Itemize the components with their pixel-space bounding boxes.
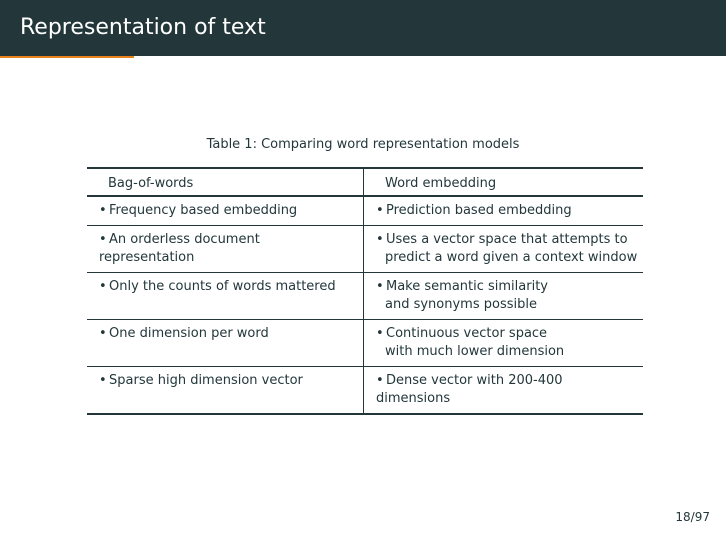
cell-text: An orderless document representation [99, 232, 260, 265]
progress-bar [0, 56, 134, 58]
caption-text: Comparing word representation models [261, 137, 520, 152]
bullet-icon: • [376, 373, 384, 388]
bullet-icon: • [99, 203, 107, 218]
slide-title: Representation of text [20, 15, 266, 40]
table-row [87, 367, 643, 415]
cell-text: Dense vector with 200-400 dimensions [376, 373, 563, 406]
bullet-icon: • [376, 232, 384, 247]
cell-text: Uses a vector space that attempts to [386, 232, 628, 247]
comparison-table [87, 167, 643, 415]
bullet-icon: • [376, 203, 384, 218]
bullet-icon: • [99, 232, 107, 247]
cell-right [364, 226, 644, 273]
header-word-embedding: Word embedding [364, 168, 644, 196]
cell-text: Only the counts of words mattered [109, 279, 336, 294]
cell-left [87, 273, 364, 320]
caption-label: Table 1: [206, 137, 257, 152]
slide-header [0, 0, 726, 56]
cell-left [87, 367, 364, 415]
cell-text-line2: with much lower dimension [385, 344, 565, 359]
cell-left [87, 320, 364, 367]
table-header-row [87, 168, 643, 196]
cell-text-line2: and synonyms possible [385, 297, 537, 312]
cell-text: Continuous vector space [386, 326, 548, 341]
cell-right [364, 273, 644, 320]
table-row [87, 226, 643, 273]
cell-left [87, 196, 364, 226]
bullet-icon: • [99, 279, 107, 294]
cell-text: Frequency based embedding [109, 203, 298, 218]
cell-text: Prediction based embedding [386, 203, 572, 218]
bullet-icon: • [376, 326, 384, 341]
table-row [87, 273, 643, 320]
cell-text: One dimension per word [109, 326, 269, 341]
cell-text: Sparse high dimension vector [109, 373, 303, 388]
table-row [87, 320, 643, 367]
cell-text-line2: predict a word given a context window [385, 250, 638, 265]
header-bag-of-words: Bag-of-words [108, 176, 194, 191]
cell-text: Make semantic similarity [386, 279, 548, 294]
page-number: 18/97 [675, 510, 710, 524]
cell-left [87, 226, 364, 273]
table-caption [0, 137, 726, 153]
cell-right [364, 367, 644, 415]
cell-right [364, 196, 644, 226]
bullet-icon: • [99, 373, 107, 388]
table-row [87, 196, 643, 226]
cell-right [364, 320, 644, 367]
bullet-icon: • [99, 326, 107, 341]
bullet-icon: • [376, 279, 384, 294]
